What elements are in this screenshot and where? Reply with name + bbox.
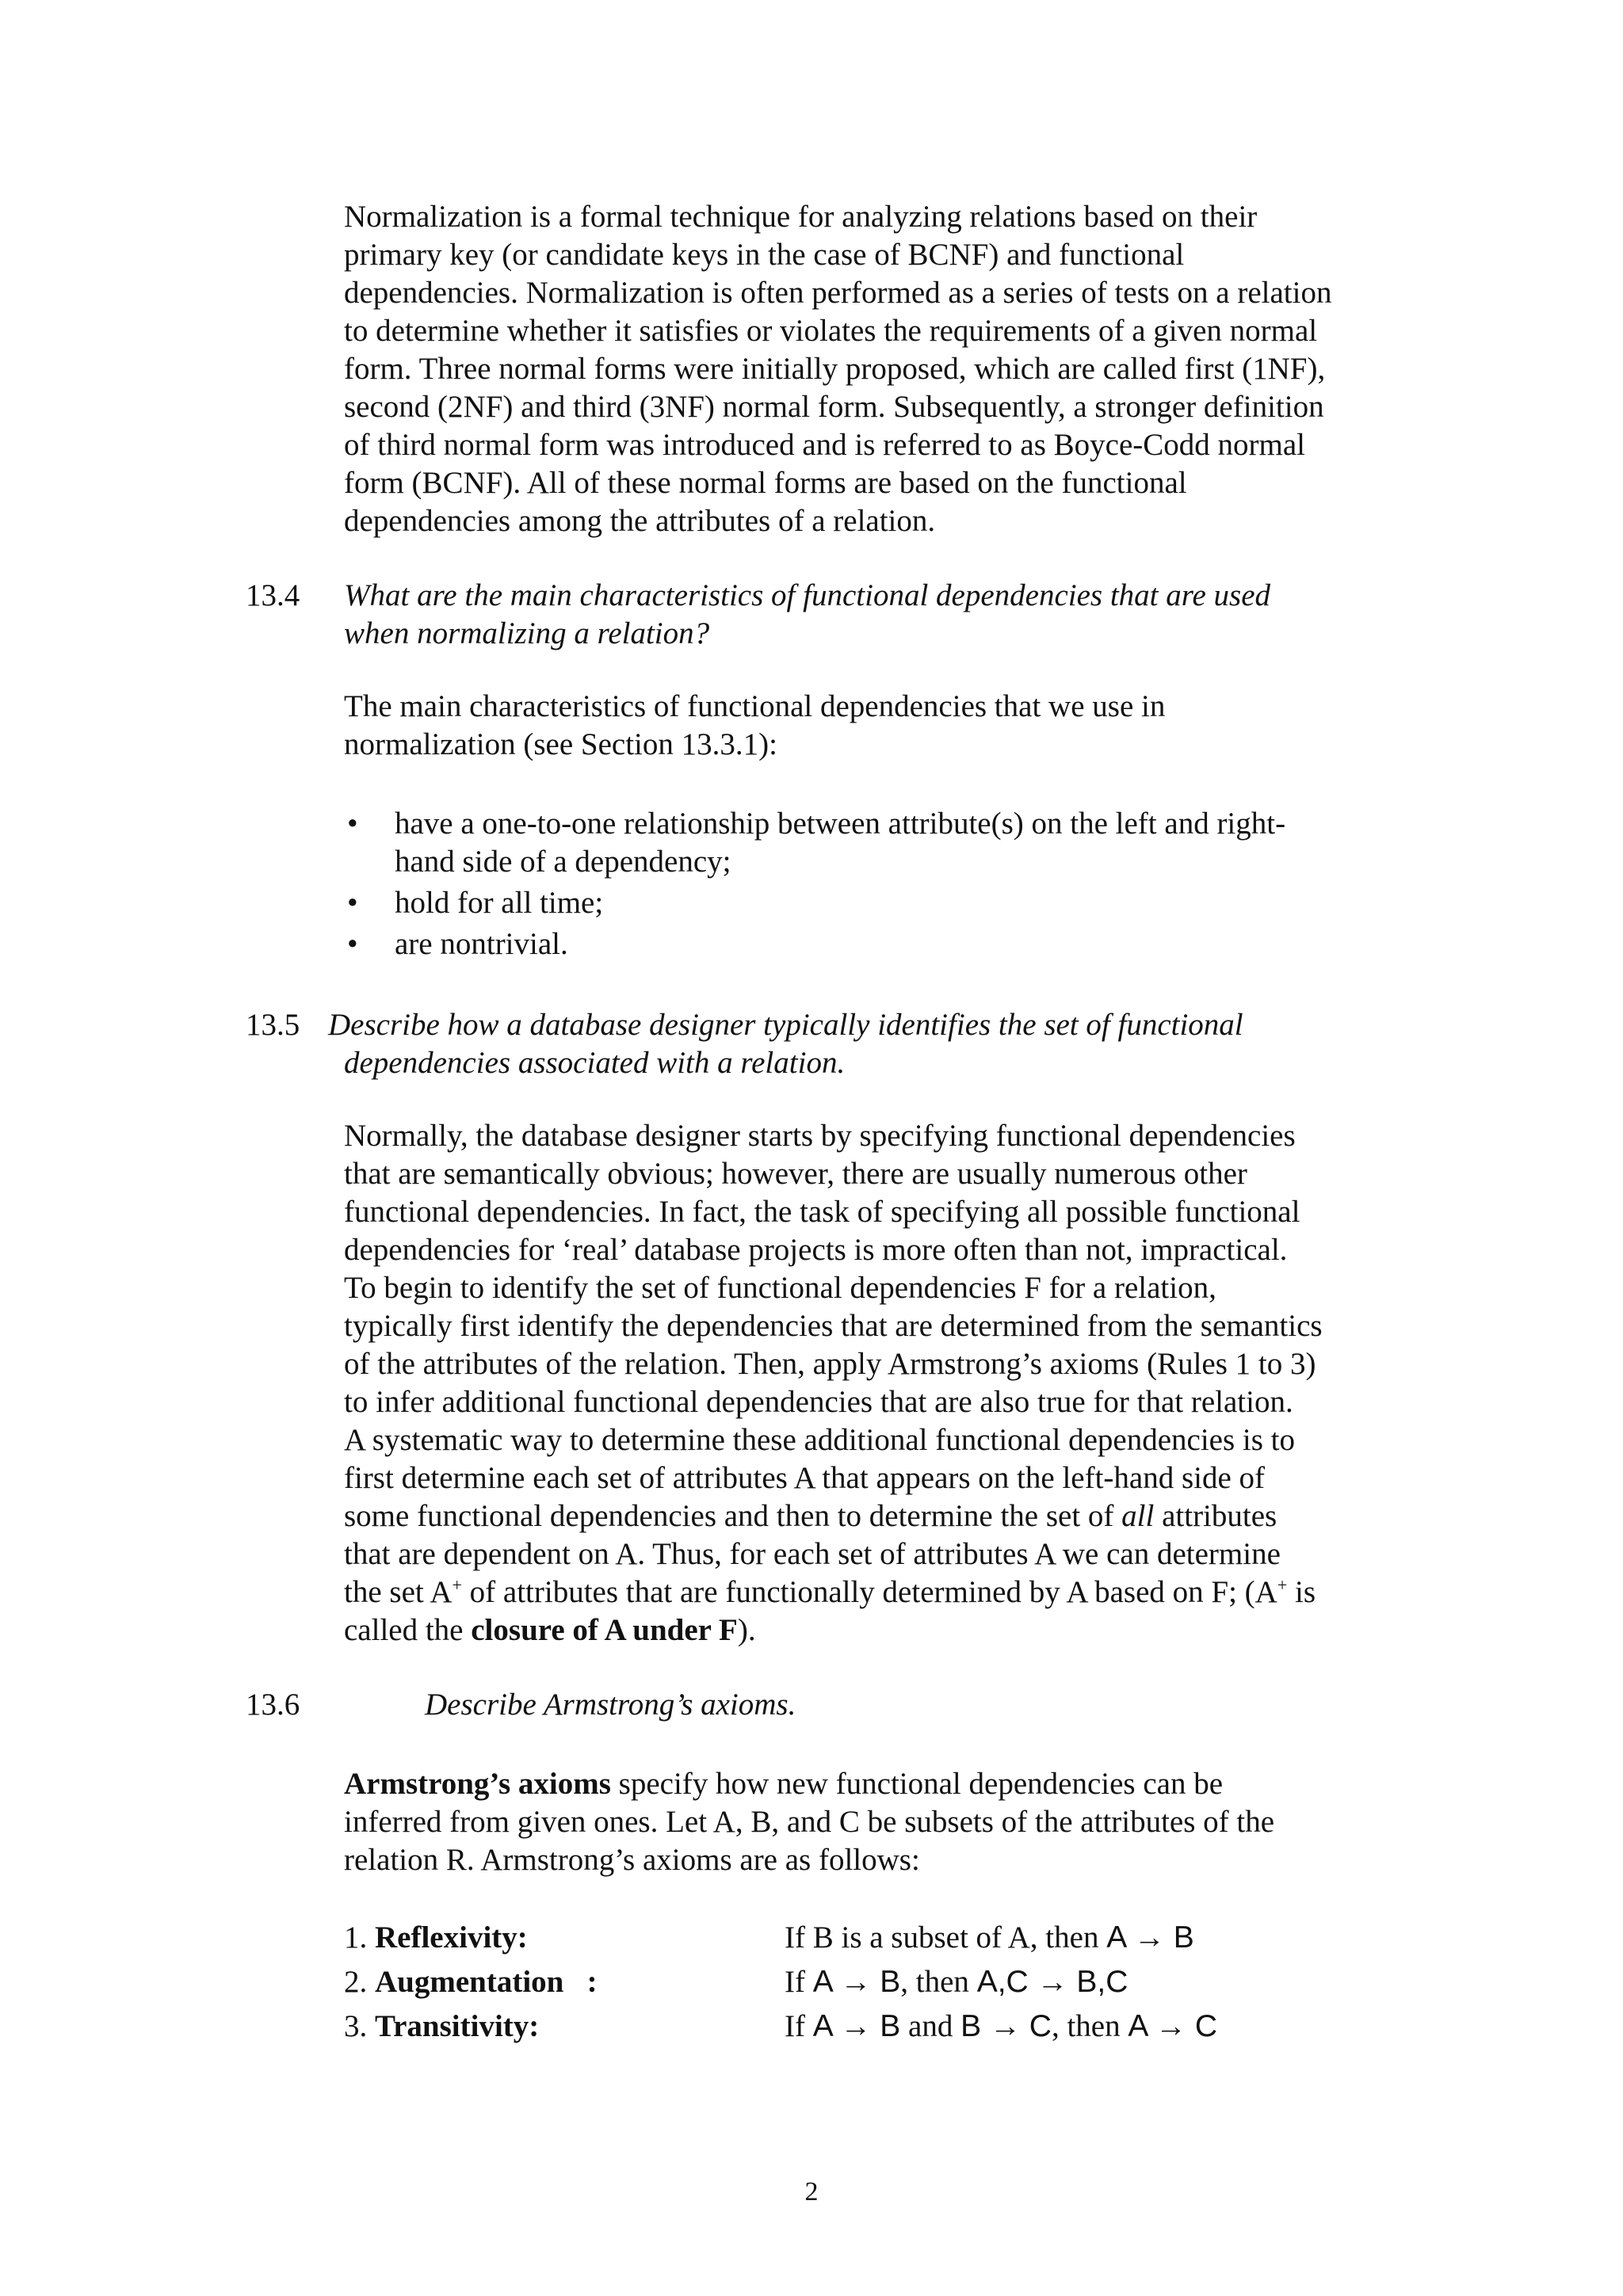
text-line: of the attributes of the relation. Then, apply Armstrong’s axioms (Rules 1 to 3): [344, 1347, 1316, 1381]
list-item-line: are nontrivial.: [395, 927, 568, 961]
text-line: that are dependent on A. Thus, for each set of attributes A we can determine: [344, 1537, 1281, 1571]
text-run: ).: [737, 1613, 756, 1647]
text-line: dependencies among the attributes of a relation.: [344, 504, 936, 538]
text-line: [344, 1497, 1398, 1535]
text-run: If B is a subset of A, then: [785, 1920, 1107, 1955]
question-line: dependencies associated with a relation.: [344, 1046, 846, 1080]
page-number: 2: [804, 2177, 819, 2206]
text-line: The main characteristics of functional dependencies that we use in: [344, 689, 1166, 723]
axiom-rule: [785, 2004, 1217, 2049]
text-line: of third normal form was introduced and is referred to as Boyce-Codd normal: [344, 428, 1305, 462]
axiom-augmentation: [344, 1960, 1390, 2004]
axiom-rule: [785, 1916, 1194, 1960]
term-closure: closure of A under F: [471, 1613, 738, 1647]
dependency-expression: A → B: [812, 1965, 901, 1999]
text-line: typically first identify the dependencies that are determined from the semantics: [344, 1309, 1323, 1343]
answer-13-4: [344, 688, 1390, 764]
text-line: A systematic way to determine these additional functional dependencies is to: [344, 1423, 1295, 1457]
dependency-expression: A → C: [1128, 2009, 1218, 2043]
text-run: called the: [344, 1613, 472, 1647]
question-13-4: [344, 577, 1374, 653]
list-item: [344, 884, 1390, 922]
axiom-number: 1.: [344, 1920, 375, 1955]
axiom-label: Augmentation: [375, 1965, 564, 1999]
axiom-reflexivity: [344, 1916, 1390, 1960]
text-run: If: [785, 2009, 813, 2043]
superscript-plus: +: [452, 1575, 462, 1595]
text-line: [344, 1573, 1398, 1611]
dependency-expression: A,C → B,C: [976, 1965, 1128, 1999]
text-run: some functional dependencies and then to determine the set of: [344, 1499, 1122, 1533]
axiom-transitivity: [344, 2004, 1390, 2049]
list-item-line: hand side of a dependency;: [395, 845, 731, 879]
axiom-label-colon: :: [563, 1965, 598, 1999]
text-run: the set A: [344, 1575, 453, 1609]
dependency-expression: B → C: [960, 2009, 1052, 2043]
text-line: dependencies. Normalization is often performed as a series of tests on a relation: [344, 276, 1332, 310]
text-line: form. Three normal forms were initially proposed, which are called first (1NF),: [344, 352, 1326, 386]
superscript-plus: +: [1277, 1575, 1288, 1595]
list-item-line: have a one-to-one relationship between attribute(s) on the left and right-: [395, 807, 1286, 841]
text-line: form (BCNF). All of these normal forms are based on the functional: [344, 466, 1187, 500]
text-run: specify how new functional dependencies can be: [610, 1767, 1224, 1801]
answer-13-5: [344, 1117, 1398, 1650]
text-line: To begin to identify the set of functional dependencies F for a relation,: [344, 1271, 1216, 1305]
text-line: second (2NF) and third (3NF) normal form. Subsequently, a stronger definition: [344, 390, 1324, 424]
axiom-name: [344, 2004, 539, 2049]
text-run: , then: [1051, 2009, 1128, 2043]
text-line: inferred from given ones. Let A, B, and C be subsets of the attributes of the: [344, 1805, 1275, 1839]
text-line: dependencies for ‘real’ database projects is more often than not, impractical.: [344, 1233, 1288, 1267]
question-line: Describe how a database designer typically identifies the set of functional: [328, 1008, 1243, 1042]
text-line: to determine whether it satisfies or violates the requirements of a given normal: [344, 314, 1318, 348]
axiom-label: Reflexivity:: [375, 1920, 528, 1955]
bullet-icon: •: [347, 807, 358, 841]
axiom-number: 3.: [344, 2009, 375, 2043]
text-line: primary key (or candidate keys in the case of BCNF) and functional: [344, 238, 1185, 272]
axiom-rule: [785, 1960, 1128, 2004]
axioms-list: [344, 1916, 1390, 2049]
question-13-6: Describe Armstrong’s axioms.: [425, 1688, 796, 1722]
dependency-expression: A → B: [1106, 1920, 1194, 1955]
list-item-line: hold for all time;: [395, 886, 604, 920]
list-item: [344, 805, 1390, 881]
term-armstrongs-axioms: Armstrong’s axioms: [344, 1767, 611, 1801]
emphasis-all: all: [1121, 1499, 1155, 1533]
text-line: that are semantically obvious; however, there are usually numerous other: [344, 1157, 1247, 1191]
text-line: to infer additional functional dependencies that are also true for that relation.: [344, 1385, 1293, 1419]
text-run: If: [785, 1965, 813, 1999]
axiom-number: 2.: [344, 1965, 375, 1999]
dependency-expression: A → B: [812, 2009, 901, 2043]
text-line: [344, 1611, 1398, 1650]
text-run: attributes: [1154, 1499, 1277, 1533]
question-number-13-4: 13.4: [246, 578, 300, 612]
axiom-label: Transitivity:: [375, 2009, 540, 2043]
question-13-5: [328, 1006, 1358, 1082]
list-item: [344, 925, 1390, 963]
text-run: is: [1287, 1575, 1316, 1609]
characteristics-list: [344, 805, 1390, 967]
question-line: when normalizing a relation?: [344, 616, 710, 650]
text-line: Normally, the database designer starts by specifying functional dependencies: [344, 1119, 1296, 1153]
question-line: What are the main characteristics of functional dependencies that are used: [344, 578, 1271, 612]
text-line: first determine each set of attributes A that appears on the left-hand side of: [344, 1461, 1266, 1495]
bullet-icon: •: [347, 927, 358, 961]
text-line: Normalization is a formal technique for analyzing relations based on their: [344, 200, 1258, 234]
question-number-13-5: 13.5: [246, 1008, 300, 1042]
question-number-13-6: 13.6: [246, 1688, 300, 1722]
axiom-name: [344, 1960, 598, 2004]
intro-paragraph: [344, 198, 1390, 540]
text-line: relation R. Armstrong’s axioms are as follows:: [344, 1843, 920, 1877]
text-line: normalization (see Section 13.3.1):: [344, 727, 777, 761]
text-line: [344, 1765, 1390, 1803]
answer-13-6: [344, 1765, 1390, 1879]
axiom-name: [344, 1916, 528, 1960]
text-run: of attributes that are functionally determined by A based on F; (A: [461, 1575, 1277, 1609]
text-run: and: [900, 2009, 961, 2043]
bullet-icon: •: [347, 886, 358, 920]
text-run: , then: [900, 1965, 977, 1999]
text-line: functional dependencies. In fact, the task of specifying all possible functional: [344, 1195, 1300, 1229]
